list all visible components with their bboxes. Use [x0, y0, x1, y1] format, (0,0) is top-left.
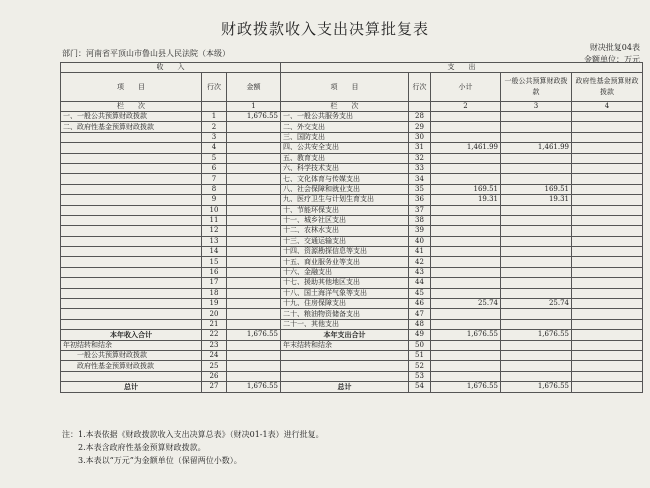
col-row-no: 行次: [202, 73, 227, 102]
gov-fund-cell: [572, 278, 643, 288]
subtotal-cell: 169.51: [431, 184, 501, 194]
income-amount-cell: [227, 371, 281, 381]
general-budget-cell: [501, 247, 572, 257]
expense-item-cell: 十八、国土海洋气象等支出: [281, 288, 409, 298]
expense-row-no-cell: 33: [409, 163, 431, 173]
income-item-cell: [61, 184, 202, 194]
expense-row-no-cell: 35: [409, 184, 431, 194]
table-row: [61, 340, 643, 350]
income-row-no-cell: 17: [202, 278, 227, 288]
income-amount-cell: [227, 122, 281, 132]
table-row: [61, 371, 643, 381]
expense-row-no-cell: 37: [409, 205, 431, 215]
expense-item-cell: 总计: [281, 382, 409, 392]
expense-item-cell: 八、社会保障和就业支出: [281, 184, 409, 194]
income-amount-cell: [227, 174, 281, 184]
income-amount-cell: [227, 278, 281, 288]
subtotal-cell: 25.74: [431, 299, 501, 309]
gov-fund-cell: [572, 299, 643, 309]
income-amount-cell: [227, 205, 281, 215]
expense-item-cell: 十、节能环保支出: [281, 205, 409, 215]
expense-row-no-cell: 54: [409, 382, 431, 392]
general-budget-cell: [501, 309, 572, 319]
subtotal-cell: [431, 174, 501, 184]
expense-item-cell: 本年支出合计: [281, 330, 409, 340]
expense-row-no-cell: 50: [409, 340, 431, 350]
col-index-3: 3: [501, 102, 572, 112]
income-item-cell: [61, 195, 202, 205]
gov-fund-cell: [572, 184, 643, 194]
income-item-cell: [61, 247, 202, 257]
subtotal-cell: [431, 112, 501, 122]
gov-fund-cell: [572, 226, 643, 236]
table-row: [61, 122, 643, 132]
income-amount-cell: [227, 288, 281, 298]
income-item-cell: [61, 205, 202, 215]
expense-item-cell: 一、一般公共服务支出: [281, 112, 409, 122]
income-row-no-cell: 3: [202, 132, 227, 142]
subtotal-cell: 1,676.55: [431, 382, 501, 392]
gov-fund-cell: [572, 122, 643, 132]
general-budget-cell: [501, 174, 572, 184]
expense-item-cell: 十七、援助其他地区支出: [281, 278, 409, 288]
gov-fund-cell: [572, 330, 643, 340]
income-item-cell: [61, 163, 202, 173]
income-amount-cell: [227, 236, 281, 246]
expense-row-no-cell: 44: [409, 278, 431, 288]
gov-fund-cell: [572, 163, 643, 173]
income-amount-cell: [227, 143, 281, 153]
income-row-no-cell: 26: [202, 371, 227, 381]
income-item-cell: 本年收入合计: [61, 330, 202, 340]
income-row-no-cell: 1: [202, 112, 227, 122]
gov-fund-cell: [572, 174, 643, 184]
expense-row-no-cell: 45: [409, 288, 431, 298]
expense-row-no-cell: 51: [409, 350, 431, 360]
table-row: [61, 299, 643, 309]
footnotes: [62, 428, 324, 467]
blank-cell: [409, 102, 431, 112]
subtotal-cell: [431, 215, 501, 225]
income-amount-cell: [227, 350, 281, 360]
income-row-no-cell: 24: [202, 350, 227, 360]
income-item-cell: [61, 215, 202, 225]
expense-item-cell: 十一、城乡社区支出: [281, 215, 409, 225]
income-amount-cell: [227, 319, 281, 329]
income-item-cell: [61, 278, 202, 288]
general-budget-cell: [501, 236, 572, 246]
income-amount-cell: 1,676.55: [227, 330, 281, 340]
income-row-no-cell: 27: [202, 382, 227, 392]
income-amount-cell: [227, 247, 281, 257]
income-amount-cell: [227, 215, 281, 225]
expense-item-cell: 二十、粮油物资储备支出: [281, 309, 409, 319]
gov-fund-cell: [572, 236, 643, 246]
amount-unit: 金额单位：万元: [584, 55, 640, 64]
table-row: [61, 350, 643, 360]
income-item-cell: [61, 371, 202, 381]
col-general-budget: 一般公共预算财政拨款: [501, 73, 572, 102]
income-item-cell: 年初结转和结余: [61, 340, 202, 350]
table-row: [61, 330, 643, 340]
gov-fund-cell: [572, 112, 643, 122]
general-budget-cell: [501, 257, 572, 267]
table-row: [61, 143, 643, 153]
col-index-4: 4: [572, 102, 643, 112]
expense-row-no-cell: 46: [409, 299, 431, 309]
income-row-no-cell: 20: [202, 309, 227, 319]
income-item-cell: 一般公共预算财政拨款: [61, 350, 202, 360]
table-row: [61, 205, 643, 215]
column-label-expense: 栏 次: [281, 102, 409, 112]
subtotal-cell: [431, 236, 501, 246]
general-budget-cell: 19.31: [501, 195, 572, 205]
income-item-cell: [61, 143, 202, 153]
subtotal-cell: [431, 278, 501, 288]
general-budget-cell: 25.74: [501, 299, 572, 309]
general-budget-cell: [501, 132, 572, 142]
table-row: [61, 382, 643, 392]
income-item-cell: 总计: [61, 382, 202, 392]
subtotal-cell: [431, 267, 501, 277]
income-row-no-cell: 6: [202, 163, 227, 173]
income-amount-cell: [227, 267, 281, 277]
income-row-no-cell: 18: [202, 288, 227, 298]
expense-row-no-cell: 49: [409, 330, 431, 340]
expense-row-no-cell: 48: [409, 319, 431, 329]
general-budget-cell: [501, 122, 572, 132]
income-row-no-cell: 9: [202, 195, 227, 205]
col-row-no-expense: 行次: [409, 73, 431, 102]
expense-row-no-cell: 52: [409, 361, 431, 371]
expense-item-cell: 六、科学技术支出: [281, 163, 409, 173]
gov-fund-cell: [572, 288, 643, 298]
income-item-cell: [61, 236, 202, 246]
table-row: [61, 319, 643, 329]
general-budget-cell: [501, 205, 572, 215]
expense-item-cell: 二、外交支出: [281, 122, 409, 132]
col-gov-fund: 政府性基金预算财政拨款: [572, 73, 643, 102]
expense-row-no-cell: 28: [409, 112, 431, 122]
expense-row-no-cell: 38: [409, 215, 431, 225]
table-row: [61, 288, 643, 298]
subtotal-cell: [431, 350, 501, 360]
table-row: [61, 112, 643, 122]
expense-item-cell: 十九、住房保障支出: [281, 299, 409, 309]
general-budget-cell: [501, 340, 572, 350]
income-row-no-cell: 12: [202, 226, 227, 236]
income-amount-cell: 1,676.55: [227, 382, 281, 392]
income-row-no-cell: 11: [202, 215, 227, 225]
gov-fund-cell: [572, 257, 643, 267]
expense-row-no-cell: 42: [409, 257, 431, 267]
income-amount-cell: [227, 257, 281, 267]
income-row-no-cell: 2: [202, 122, 227, 132]
col-index-1: 1: [227, 102, 281, 112]
income-amount-cell: [227, 299, 281, 309]
subtotal-cell: 1,676.55: [431, 330, 501, 340]
income-amount-cell: [227, 361, 281, 371]
subtotal-cell: [431, 163, 501, 173]
income-item-cell: [61, 288, 202, 298]
footnote-1: 注：1.本表依据《财政拨款收入支出决算总表》（财决01-1表）进行批复。: [62, 430, 324, 439]
expense-row-no-cell: 30: [409, 132, 431, 142]
income-row-no-cell: 7: [202, 174, 227, 184]
gov-fund-cell: [572, 205, 643, 215]
subtotal-cell: [431, 122, 501, 132]
general-budget-cell: [501, 371, 572, 381]
general-budget-cell: 169.51: [501, 184, 572, 194]
col-item-expense: 项 目: [281, 73, 409, 102]
income-amount-cell: [227, 340, 281, 350]
subtotal-cell: [431, 153, 501, 163]
form-number: 财决批复04表: [589, 43, 640, 52]
general-budget-cell: [501, 350, 572, 360]
table-row: [61, 247, 643, 257]
gov-fund-cell: [572, 382, 643, 392]
general-budget-cell: [501, 215, 572, 225]
expense-item-cell: 九、医疗卫生与计划生育支出: [281, 195, 409, 205]
expense-row-no-cell: 34: [409, 174, 431, 184]
table-row: [61, 184, 643, 194]
subtotal-cell: [431, 340, 501, 350]
expense-row-no-cell: 39: [409, 226, 431, 236]
income-amount-cell: [227, 132, 281, 142]
income-amount-cell: [227, 195, 281, 205]
income-row-no-cell: 19: [202, 299, 227, 309]
gov-fund-cell: [572, 319, 643, 329]
expense-section-header: 支 出: [281, 63, 643, 73]
income-row-no-cell: 15: [202, 257, 227, 267]
expense-item-cell: 三、国防支出: [281, 132, 409, 142]
general-budget-cell: [501, 278, 572, 288]
income-row-no-cell: 23: [202, 340, 227, 350]
subtotal-cell: [431, 247, 501, 257]
department-label: 部门：河南省平顶山市鲁山县人民法院（本级）: [62, 49, 230, 58]
col-item-income: 项 目: [61, 73, 202, 102]
income-row-no-cell: 4: [202, 143, 227, 153]
expense-item-cell: 七、文化体育与传媒支出: [281, 174, 409, 184]
table-row: [61, 153, 643, 163]
income-section-header: 收 入: [61, 63, 281, 73]
income-item-cell: [61, 309, 202, 319]
gov-fund-cell: [572, 267, 643, 277]
gov-fund-cell: [572, 215, 643, 225]
gov-fund-cell: [572, 143, 643, 153]
income-row-no-cell: 13: [202, 236, 227, 246]
expense-row-no-cell: 31: [409, 143, 431, 153]
gov-fund-cell: [572, 361, 643, 371]
subtotal-cell: [431, 205, 501, 215]
income-item-cell: [61, 257, 202, 267]
gov-fund-cell: [572, 371, 643, 381]
income-amount-cell: [227, 163, 281, 173]
col-index-2: 2: [431, 102, 501, 112]
expense-item-cell: 十二、农林水支出: [281, 226, 409, 236]
table-row: [61, 309, 643, 319]
general-budget-cell: [501, 112, 572, 122]
blank-cell: [202, 102, 227, 112]
table-row: [61, 226, 643, 236]
general-budget-cell: 1,461.99: [501, 143, 572, 153]
income-item-cell: [61, 226, 202, 236]
expense-row-no-cell: 36: [409, 195, 431, 205]
gov-fund-cell: [572, 132, 643, 142]
expense-row-no-cell: 29: [409, 122, 431, 132]
gov-fund-cell: [572, 340, 643, 350]
expense-item-cell: 四、公共安全支出: [281, 143, 409, 153]
general-budget-cell: [501, 361, 572, 371]
income-amount-cell: [227, 184, 281, 194]
table-row: [61, 174, 643, 184]
table-row: [61, 132, 643, 142]
subtotal-cell: [431, 132, 501, 142]
income-row-no-cell: 22: [202, 330, 227, 340]
income-amount-cell: [227, 309, 281, 319]
subtotal-cell: 1,461.99: [431, 143, 501, 153]
income-item-cell: [61, 174, 202, 184]
expense-item-cell: [281, 350, 409, 360]
general-budget-cell: [501, 267, 572, 277]
income-item-cell: [61, 153, 202, 163]
income-item-cell: 一、一般公共预算财政拨款: [61, 112, 202, 122]
income-row-no-cell: 21: [202, 319, 227, 329]
income-row-no-cell: 8: [202, 184, 227, 194]
income-row-no-cell: 16: [202, 267, 227, 277]
expense-item-cell: 五、教育支出: [281, 153, 409, 163]
table-row: [61, 195, 643, 205]
subtotal-cell: [431, 288, 501, 298]
table-row: [61, 267, 643, 277]
column-label-income: 栏 次: [61, 102, 202, 112]
col-amount: 金额: [227, 73, 281, 102]
income-amount-cell: 1,676.55: [227, 112, 281, 122]
income-item-cell: [61, 132, 202, 142]
income-amount-cell: [227, 226, 281, 236]
page-title: 财政拨款收入支出决算批复表: [220, 20, 429, 38]
income-amount-cell: [227, 153, 281, 163]
expense-row-no-cell: 47: [409, 309, 431, 319]
expense-row-no-cell: 40: [409, 236, 431, 246]
income-row-no-cell: 5: [202, 153, 227, 163]
subtotal-cell: [431, 319, 501, 329]
general-budget-cell: [501, 288, 572, 298]
income-item-cell: 二、政府性基金预算财政拨款: [61, 122, 202, 132]
general-budget-cell: [501, 226, 572, 236]
gov-fund-cell: [572, 247, 643, 257]
subtotal-cell: [431, 309, 501, 319]
expense-item-cell: 十六、金融支出: [281, 267, 409, 277]
general-budget-cell: [501, 319, 572, 329]
expense-item-cell: 十四、资源勘探信息等支出: [281, 247, 409, 257]
expense-item-cell: 十五、商业服务业等支出: [281, 257, 409, 267]
income-item-cell: [61, 299, 202, 309]
gov-fund-cell: [572, 153, 643, 163]
table-row: [61, 163, 643, 173]
gov-fund-cell: [572, 309, 643, 319]
subtotal-cell: [431, 226, 501, 236]
income-item-cell: [61, 319, 202, 329]
subtotal-cell: 19.31: [431, 195, 501, 205]
budget-table: [60, 62, 643, 393]
footnote-2: 2.本表含政府性基金预算财政拨款。: [78, 443, 206, 452]
table-row: [61, 215, 643, 225]
expense-item-cell: 年末结转和结余: [281, 340, 409, 350]
footnote-3: 3.本表以“万元”为金额单位（保留两位小数）。: [78, 456, 242, 465]
income-item-cell: [61, 267, 202, 277]
general-budget-cell: [501, 163, 572, 173]
table-row: [61, 236, 643, 246]
expense-item-cell: [281, 371, 409, 381]
table-row: [61, 278, 643, 288]
subtotal-cell: [431, 371, 501, 381]
table-row: [61, 257, 643, 267]
col-subtotal: 小计: [431, 73, 501, 102]
expense-row-no-cell: 43: [409, 267, 431, 277]
income-row-no-cell: 10: [202, 205, 227, 215]
income-row-no-cell: 14: [202, 247, 227, 257]
gov-fund-cell: [572, 195, 643, 205]
general-budget-cell: 1,676.55: [501, 330, 572, 340]
expense-row-no-cell: 53: [409, 371, 431, 381]
expense-item-cell: 二十一、其他支出: [281, 319, 409, 329]
general-budget-cell: [501, 153, 572, 163]
expense-row-no-cell: 41: [409, 247, 431, 257]
expense-item-cell: [281, 361, 409, 371]
expense-item-cell: 十三、交通运输支出: [281, 236, 409, 246]
subtotal-cell: [431, 257, 501, 267]
table-row: [61, 361, 643, 371]
income-row-no-cell: 25: [202, 361, 227, 371]
gov-fund-cell: [572, 350, 643, 360]
expense-row-no-cell: 32: [409, 153, 431, 163]
subtotal-cell: [431, 361, 501, 371]
income-item-cell: 政府性基金预算财政拨款: [61, 361, 202, 371]
general-budget-cell: 1,676.55: [501, 382, 572, 392]
